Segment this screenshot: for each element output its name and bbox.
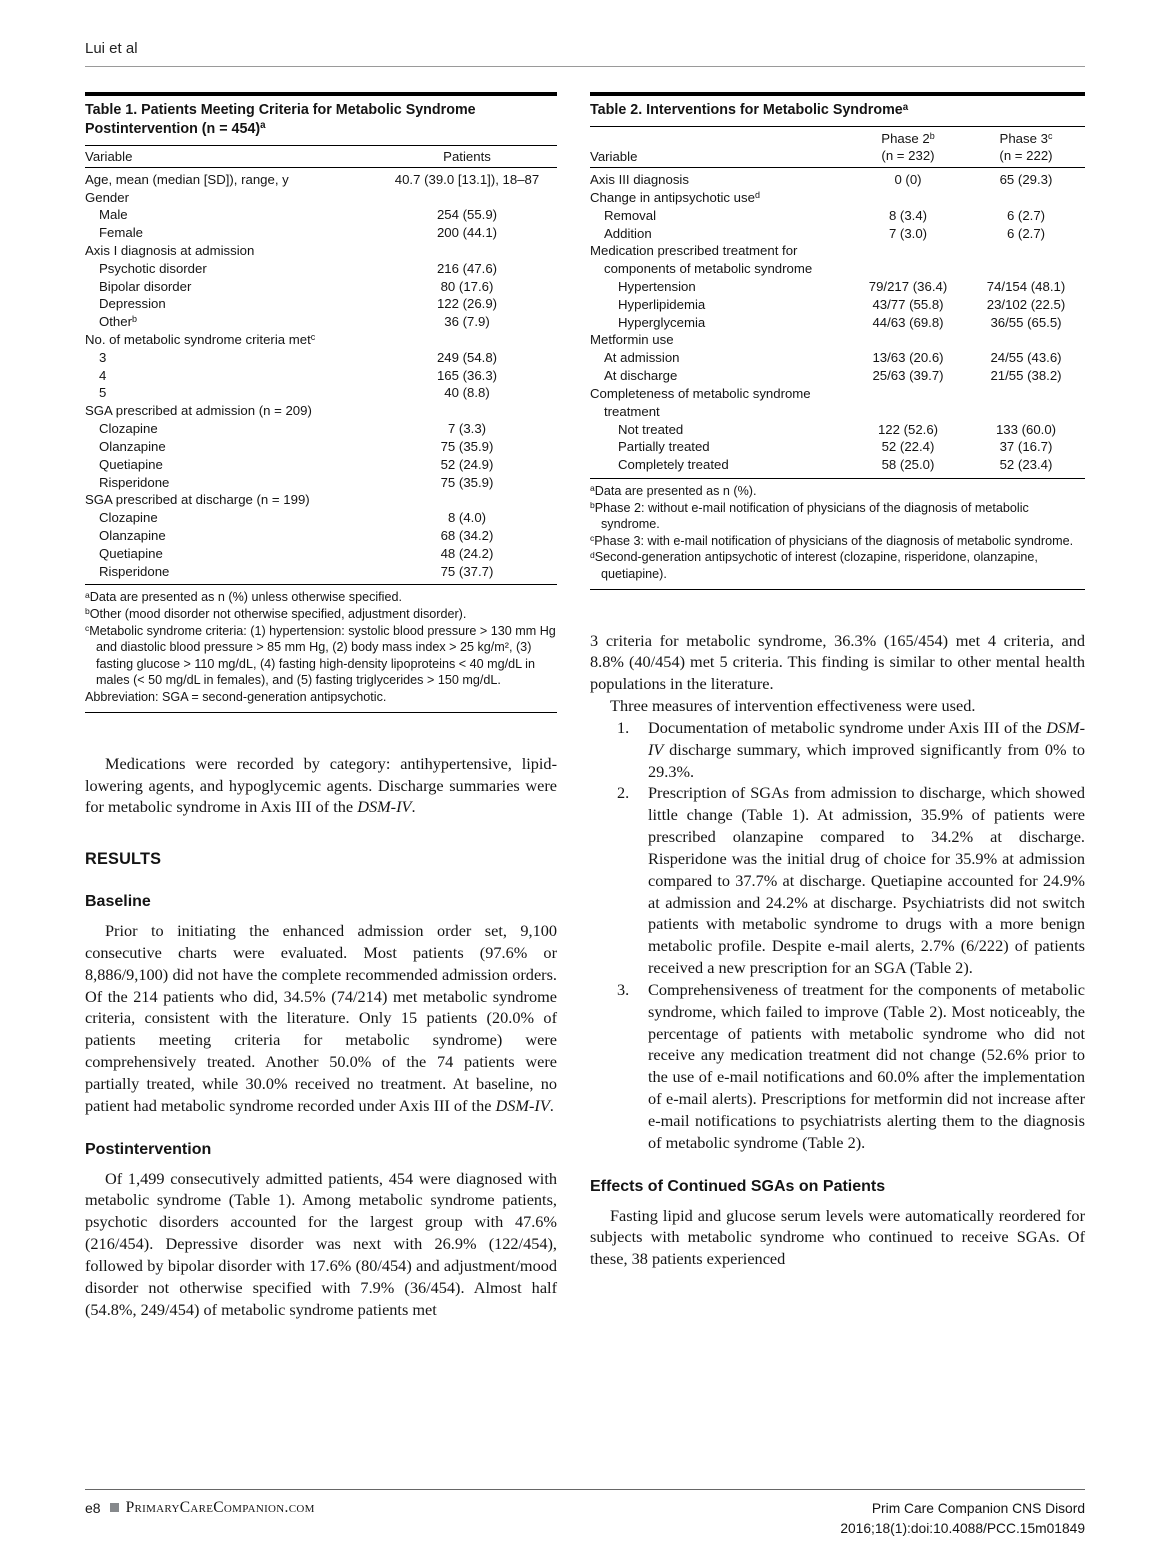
journal-doi: 2016;18(1):doi:10.4088/PCC.15m01849 [840,1521,1085,1537]
row-value: 65 (29.3) [999,172,1053,188]
two-column-layout [85,92,1085,1320]
table-row [85,545,557,563]
table-row [85,331,557,349]
row-label: Removal [604,207,657,223]
table-row [85,349,557,367]
heading-results: RESULTS [85,850,162,869]
row-value: 200 (44.1) [436,225,498,241]
row-label: SGA prescribed at discharge (n = 199) [85,492,310,508]
row-value: 68 (34.2) [440,527,494,543]
table-row [85,260,557,278]
table-row [590,331,1085,349]
table-row [85,224,557,242]
row-label: Age, mean (median [SD]), range, y [85,171,289,187]
table-row [85,384,557,402]
table-row [85,295,557,313]
table-row [590,171,1085,189]
phase2-label: Phase 2 [881,130,930,146]
table-row [590,207,1085,225]
numbered-list [617,717,1085,1154]
row-value [849,331,967,349]
row-label: SGA prescribed at admission (n = 209) [85,403,312,419]
row-value: 8 (4.0) [447,510,487,526]
table-footnote: $^d$Second-generation antipsychotic of interest (clozapine, risperidone, olanzapine, quetiapine). [590,549,1038,582]
numbered-list-item [617,782,1085,978]
row-value: 6 (2.7) [1006,207,1046,223]
table-row [590,456,1085,474]
row-value: 24/55 (43.6) [990,350,1062,366]
row-value [849,385,967,421]
row-value: 7 (3.0) [888,225,928,241]
row-value: 43/77 (55.8) [872,296,944,312]
heading-effects: Effects of Continued SGAs on Patients [590,1177,886,1195]
table-row [590,278,1085,296]
footer-left [85,1499,315,1517]
phase2-sup: b [929,130,935,141]
phase3-label: Phase 3 [999,130,1048,146]
row-value: 75 (35.9) [440,438,494,454]
list-text: Comprehensiveness of treatment for the components of metabolic syndrome, which failed to improve (Table 2). Most noticeably, the percentage of patients with metabolic syndrome who did not receive any medication treatment did not change (52.6% prior to the use of e-mail notifications and 60.0% after the implementation of e-mail alerts). Prescriptions for metformin did not increase after e-mail notifications to psychiatrists alerting them to the diagnosis of metabolic syndrome (Table 2). [648,979,1085,1152]
phase3-n: (n = 222) [999,148,1053,164]
list-number: 3. [617,979,630,999]
table-row [85,206,557,224]
phase3-sup: c [1047,130,1053,141]
row-label: Depression [99,296,166,312]
table-row [85,313,557,331]
table-1-header [85,146,557,168]
table-row [590,314,1085,332]
row-value: 37 (16.7) [999,439,1053,455]
footer-site: PrimaryCareCompanion.com [125,1498,315,1516]
row-label: Axis III diagnosis [590,172,689,188]
paragraph-three-measures: Three measures of intervention effectiveness were used. [610,696,976,716]
row-value [967,242,1085,278]
table-1-header-patients: Patients [443,148,491,164]
table-footnote: $^a$Data are presented as n (%) unless otherwise specified. [85,589,402,605]
table-row [85,367,557,385]
row-label: Quetiapine [99,456,163,472]
row-value [967,385,1085,421]
table-row [85,189,557,207]
table-row [590,242,1085,278]
table-2-title: Table 2. Interventions for Metabolic Syndrome$^a$ [590,92,1085,127]
row-value [967,189,1085,207]
row-value: 8 (3.4) [888,207,928,223]
row-label: At admission [604,350,680,366]
table-row [85,527,557,545]
table-footnote: $^b$Other (mood disorder not otherwise specified, adjustment disorder). [85,606,467,622]
row-label: 4 [99,367,107,383]
row-value: 75 (37.7) [440,563,494,579]
table-row [85,438,557,456]
heading-postintervention: Postintervention [85,1140,212,1158]
paragraph-effects: Fasting lipid and glucose serum levels were automatically reordered for subjects with metabolic syndrome who continued to receive SGAs. Of these, 38 patients experienced [590,1205,1085,1269]
row-value: 122 (26.9) [436,296,498,312]
table-row [590,349,1085,367]
row-value: 75 (35.9) [440,474,494,490]
row-value: 52 (24.9) [440,456,494,472]
table-row [590,421,1085,439]
row-label: Medication prescribed treatment for components of metabolic syndrome [590,243,813,277]
paragraph-baseline: Prior to initiating the enhanced admission order set, 9,100 consecutive charts were evaluated. Most patients (97.6% or 8,886/9,100) did not have the complete recommended admission orders. Of the 214 patients who did, 34.5% (74/214) met metabolic syndrome criteria, consistent with the literature. Only 15 patients (20.0% of patients meeting criteria for metabolic syndrome) were comprehensively treated. Another 50.0% of the 74 patients were partially treated, while 30.0% received no treatment. At baseline, no patient had metabolic syndrome recorded under Axis III of the DSM-IV. [85,921,557,1115]
row-value [967,331,1085,349]
row-label: At discharge [604,368,678,384]
row-label: Completeness of metabolic syndrome treatment [590,385,811,419]
table-row [85,509,557,527]
table-row [85,491,557,509]
row-value [849,242,967,278]
row-label: Completely treated [618,457,729,473]
numbered-list-item [617,717,1085,782]
table-2-header-variable: Variable [590,149,638,165]
table-row [85,456,557,474]
row-value [377,189,557,207]
row-value: 58 (25.0) [881,457,935,473]
row-value: 36 (7.9) [444,314,490,330]
footer-right [840,1499,1085,1540]
list-number: 1. [617,717,630,737]
table-2 [590,92,1085,590]
table-footnote: $^a$Data are presented as n (%). [590,483,757,498]
paragraph-criteria-continued: 3 criteria for metabolic syndrome, 36.3% (165/454) met 4 criteria, and 8.8% (40/454) met 5 criteria. This finding is similar to other mental health populations in the literature. [590,630,1085,694]
row-value: 23/102 (22.5) [986,296,1066,312]
row-label: Axis I diagnosis at admission [85,242,255,258]
row-label: Metformin use [590,332,674,348]
table-row [85,278,557,296]
row-value [377,242,557,260]
list-number: 2. [617,783,630,803]
row-value: 7 (3.3) [447,421,487,437]
row-value: 40.7 (39.0 [13.1]), 18–87 [394,171,540,187]
row-value: 25/63 (39.7) [872,368,944,384]
row-label: Change in antipsychotic use$^d$ [590,189,760,205]
table-row [85,474,557,492]
row-value: 21/55 (38.2) [990,368,1062,384]
row-label: Risperidone [99,474,170,490]
row-label: Clozapine [99,510,158,526]
row-value: 6 (2.7) [1006,225,1046,241]
table-footnote: $^c$Phase 3: with e-mail notification of physicians of the diagnosis of metabolic syndrome. [590,532,1074,548]
table-footnote: Abbreviation: SGA = second-generation antipsychotic. [85,690,387,705]
page-number: e8 [85,1499,101,1516]
row-value: 52 (22.4) [881,439,935,455]
table-row [85,171,557,189]
row-value: 40 (8.8) [444,385,490,401]
table-footnote: $^c$Metabolic syndrome criteria: (1) hypertension: systolic blood pressure > 130 mm Hg and diastolic blood pressure > 85 mm Hg, (2) body mass index > 25 kg/m², (3) fasting glucose > 110 mg/dL, (4) fasting high-density lipoproteins < 40 mg/dL in males (< 50 mg/dL in females), and (5) fasting triglycerides > 150 mg/dL. [85,622,556,688]
row-value: 79/217 (36.4) [868,279,948,295]
table-row [85,563,557,581]
table-2-footnotes [590,479,1085,590]
row-label: Not treated [618,421,684,437]
table-2-body [590,168,1085,479]
journal-name: Prim Care Companion CNS Disord [871,1500,1085,1516]
row-label: Clozapine [99,421,158,437]
table-1-footnotes [85,585,557,712]
table-row [590,385,1085,421]
row-value: 44/63 (69.8) [872,314,944,330]
table-1 [85,92,557,713]
table-row [590,438,1085,456]
running-head: Lui et al [85,40,1085,67]
row-label: Olanzapine [99,527,166,543]
left-column [85,92,557,1320]
page-footer [85,1489,1085,1540]
table-1-header-variable: Variable [85,148,133,164]
row-label: Male [99,207,128,223]
table-2-header-phase3 [967,130,1085,164]
row-label: Gender [85,189,129,205]
row-label: Olanzapine [99,438,166,454]
row-value: 36/55 (65.5) [990,314,1062,330]
table-row [590,296,1085,314]
row-label: Female [99,225,143,241]
row-value: 13/63 (20.6) [872,350,944,366]
row-label: Bipolar disorder [99,278,192,294]
table-2-header [590,127,1085,168]
row-value [849,189,967,207]
table-row [590,367,1085,385]
row-label: Hypertension [618,279,696,295]
row-value: 80 (17.6) [440,278,494,294]
row-value: 122 (52.6) [877,421,939,437]
row-value [377,331,557,349]
row-value: 254 (55.9) [436,207,498,223]
table-row [85,402,557,420]
row-label: Psychotic disorder [99,260,207,276]
paragraph-medications: Medications were recorded by category: antihypertensive, lipid-lowering agents, and hypoglycemic agents. Discharge summaries were for metabolic syndrome in Axis III of the DSM-IV. [85,753,557,817]
table-row [85,420,557,438]
row-value [377,402,557,420]
paragraph-postintervention: Of 1,499 consecutively admitted patients, 454 were diagnosed with metabolic syndrome (Table 1). Among metabolic syndrome patients, psychotic disorders accounted for the largest group with 47.6% (216/454). Depressive disorder was next with 26.9% (122/454), followed by bipolar disorder with 17.6% (80/454) and adjustment/mood disorder not otherwise specified with 7.9% (36/454). Almost half (54.8%, 249/454) of metabolic syndrome patients met [85,1168,557,1319]
row-value: 74/154 (48.1) [986,279,1066,295]
row-label: 5 [99,385,107,401]
table-row [85,242,557,260]
row-label: Quetiapine [99,545,163,561]
row-label: Hyperlipidemia [618,296,706,312]
row-value: 52 (23.4) [999,457,1053,473]
list-text: Prescription of SGAs from admission to discharge, which showed little change (Table 1). At admission, 35.9% of patients were prescribed olanzapine compared to 34.2% at discharge. Risperidone was the initial drug of choice for 35.9% at admission compared to 37.7% at discharge. Quetiapine accounted for 24.9% at admission and 24.2% at discharge. Psychiatrists did not switch patients with metabolic syndrome to drugs with a more benign metabolic profile. Despite e-mail alerts, 2.7% (6/222) of patients received a new prescription for an SGA (Table 2). [648,783,1085,978]
table-row [590,225,1085,243]
row-value: 249 (54.8) [436,349,498,365]
row-value: 48 (24.2) [440,545,494,561]
table-1-body [85,168,557,586]
row-value [377,491,557,509]
numbered-list-item [617,979,1085,1154]
table-row [590,189,1085,207]
table-footnote: $^b$Phase 2: without e-mail notification of physicians of the diagnosis of metabolic syndrome. [590,499,1029,532]
row-label: Partially treated [618,439,710,455]
table-1-title: Table 1. Patients Meeting Criteria for Metabolic Syndrome Postintervention (n = 454)$^a$ [85,92,557,146]
row-value: 216 (47.6) [436,260,498,276]
list-text: Documentation of metabolic syndrome under Axis III of the DSM-IV discharge summary, which improved significantly from 0% to 29.3%. [648,717,1085,781]
row-label: 3 [99,349,107,365]
row-label: No. of metabolic syndrome criteria met$^c$ [85,332,316,348]
row-label: Risperidone [99,563,170,579]
row-value: 133 (60.0) [995,421,1057,437]
row-value: 0 (0) [894,172,922,188]
row-label: Hyperglycemia [618,314,706,330]
row-label: Addition [604,225,652,241]
table-2-header-phase2 [849,130,967,164]
phase2-n: (n = 232) [881,148,935,164]
heading-baseline: Baseline [85,893,151,911]
row-value: 165 (36.3) [436,367,498,383]
row-label: Other$^b$ [99,314,137,330]
right-column [590,92,1085,1320]
footer-logo-icon [110,1503,119,1512]
